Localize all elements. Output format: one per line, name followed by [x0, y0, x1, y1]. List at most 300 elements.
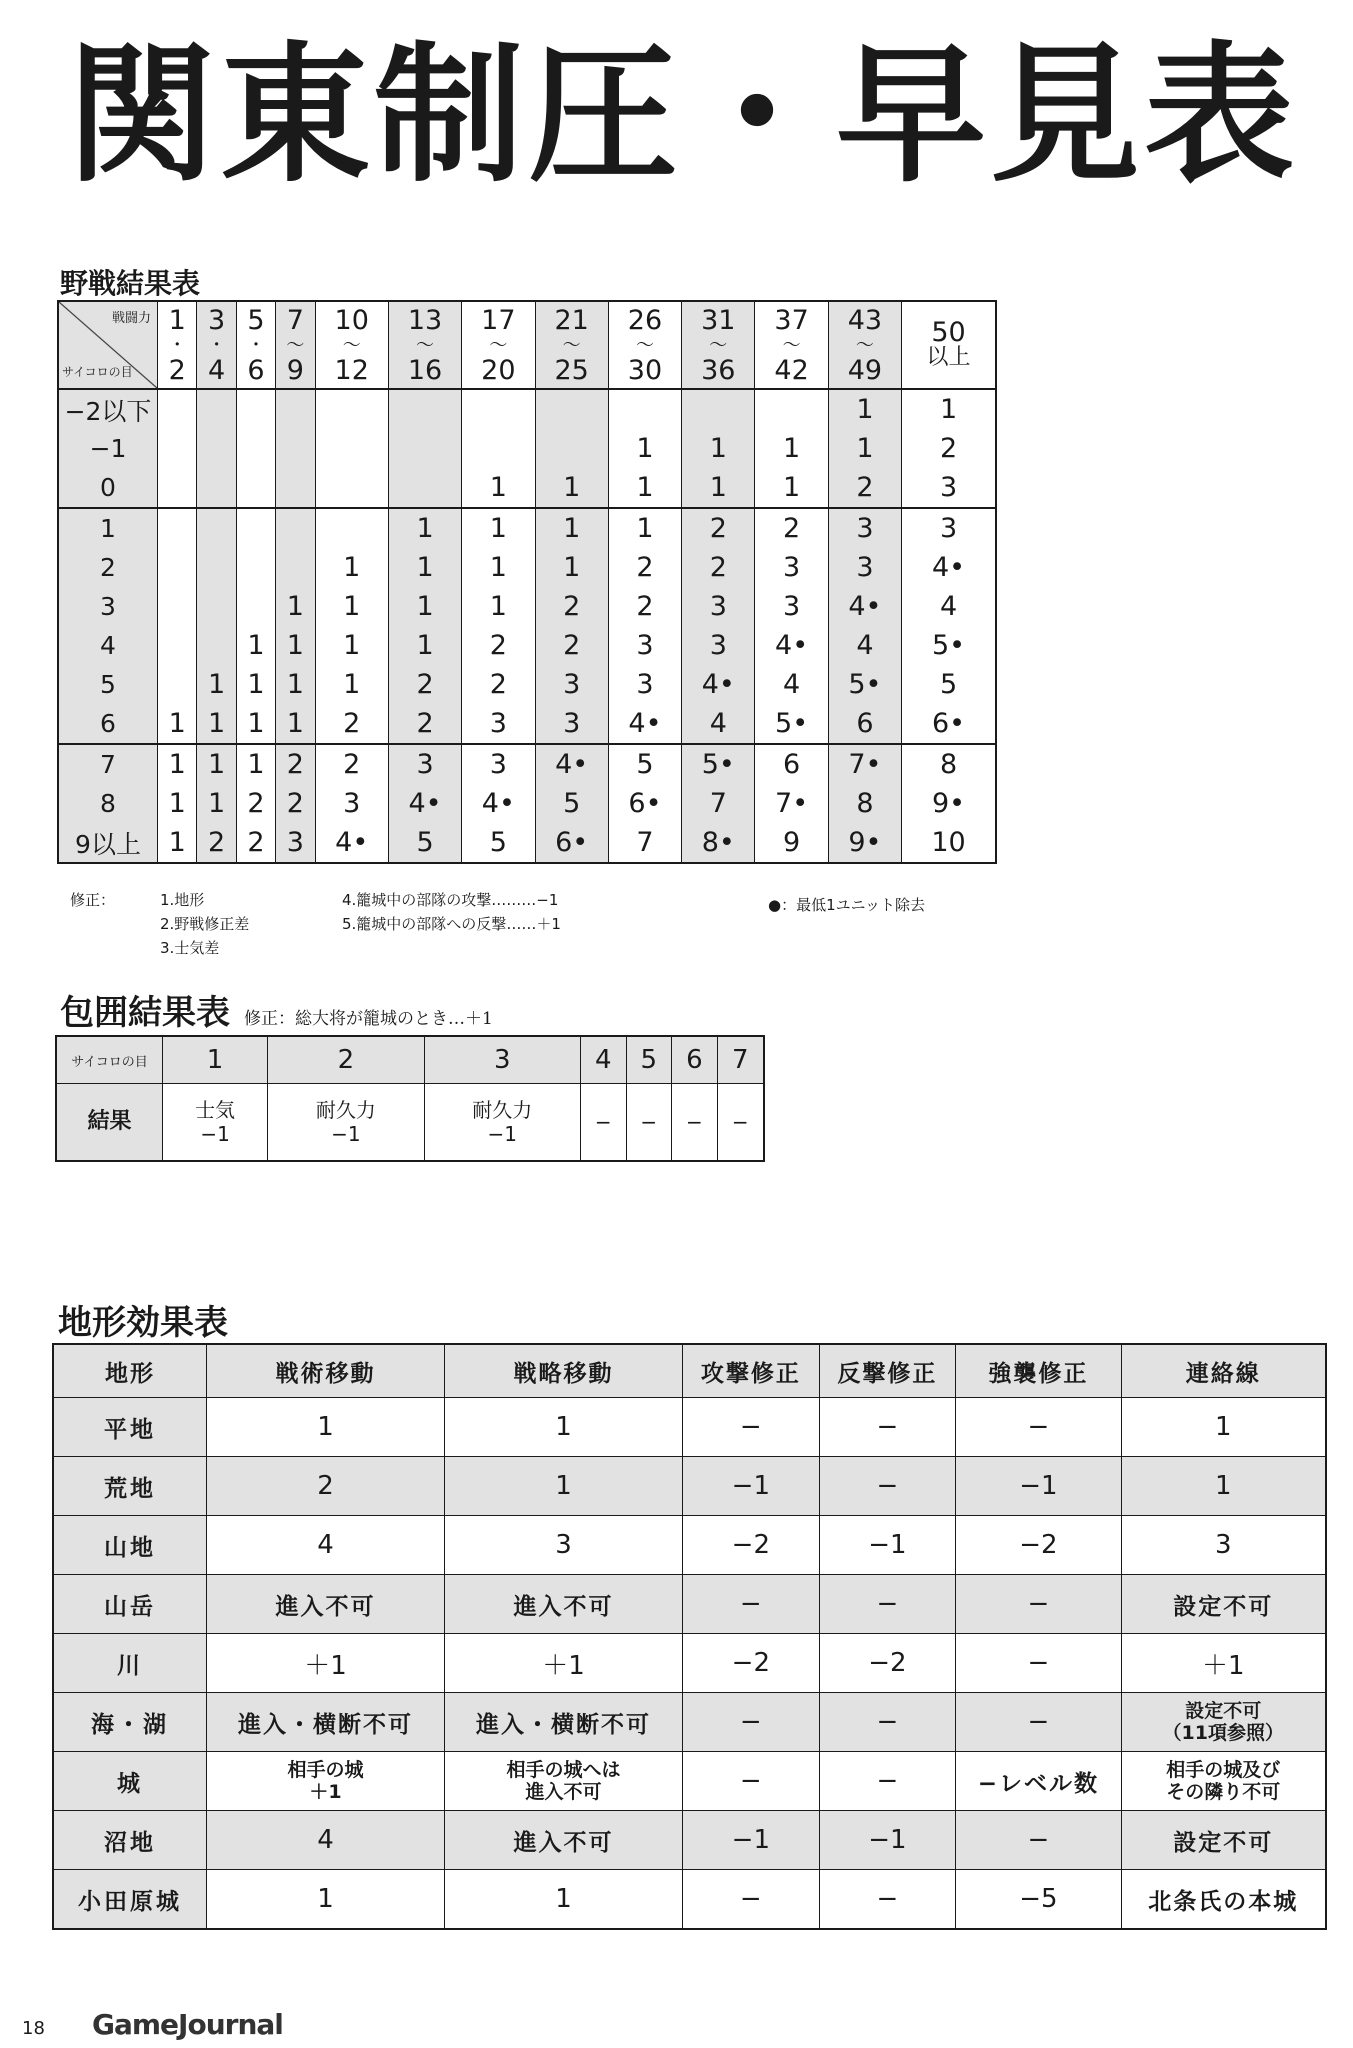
siege-result-cell — [626, 1084, 672, 1162]
column-header-top: 3 — [207, 304, 226, 336]
terrain-cell: 進入不可 — [207, 1575, 445, 1634]
combat-cell: 1 — [828, 389, 901, 429]
terrain-cell: −2 — [683, 1634, 820, 1693]
combat-cell — [197, 429, 236, 468]
terrain-cell: −5 — [956, 1870, 1121, 1930]
combat-cell: 1 — [236, 704, 275, 744]
terrain-header-row — [53, 1344, 1326, 1398]
terrain-cell: 1 — [445, 1457, 683, 1516]
terrain-cell: − — [683, 1870, 820, 1930]
combat-cell: 5 — [608, 744, 681, 784]
combat-cell: 1 — [755, 468, 828, 508]
combat-column-header — [902, 301, 996, 389]
combat-cell: 1 — [315, 587, 388, 626]
terrain-cell: − — [683, 1398, 820, 1457]
terrain-cell: − — [683, 1693, 820, 1752]
combat-cell — [158, 429, 197, 468]
combat-cell: 7 — [608, 823, 681, 863]
column-header-bot: 20 — [481, 354, 516, 386]
column-header-mid: 〜 — [635, 334, 654, 356]
combat-cell: 1 — [462, 508, 535, 548]
combat-cell: 9• — [902, 784, 996, 823]
combat-cell: 1 — [158, 704, 197, 744]
combat-cell: 1 — [236, 665, 275, 704]
combat-cell — [197, 389, 236, 429]
siege-table-heading — [60, 985, 493, 1034]
combat-cell: 1 — [158, 744, 197, 784]
combat-cell: 1 — [158, 823, 197, 863]
combat-cell: 4• — [682, 665, 755, 704]
combat-column-header — [682, 301, 755, 389]
siege-result-cell — [268, 1084, 424, 1162]
combat-cell: 5• — [902, 626, 996, 665]
terrain-header-cell: 戦略移動 — [445, 1344, 683, 1398]
combat-row-label: −2以下 — [58, 389, 158, 429]
combat-cell: 8• — [682, 823, 755, 863]
combat-column-header — [535, 301, 608, 389]
combat-mods-col2 — [342, 888, 561, 936]
siege-result-table — [55, 1035, 765, 1162]
siege-dice-cell: 6 — [672, 1036, 718, 1084]
combat-row-label: 8 — [58, 784, 158, 823]
combat-cell: 4• — [828, 587, 901, 626]
column-header-mid: 〜 — [709, 334, 728, 356]
combat-cell — [462, 389, 535, 429]
column-header-mid: 〜 — [286, 334, 305, 356]
combat-cell: 1 — [197, 665, 236, 704]
combat-cell — [755, 389, 828, 429]
terrain-header-cell: 連絡線 — [1121, 1344, 1326, 1398]
siege-result-line-a: 士気 — [195, 1098, 236, 1122]
combat-cell: 1 — [276, 665, 315, 704]
terrain-cell: − — [819, 1870, 956, 1930]
combat-cell: 7• — [828, 744, 901, 784]
column-header-top: 13 — [407, 304, 443, 336]
terrain-cell: ＋1 — [1121, 1634, 1326, 1693]
terrain-cell-line: 設定不可 — [1185, 1700, 1262, 1722]
terrain-cell: −1 — [683, 1811, 820, 1870]
terrain-row — [53, 1693, 1326, 1752]
combat-cell: 2 — [236, 823, 275, 863]
combat-cell: 1 — [682, 468, 755, 508]
column-header-bot: 36 — [701, 354, 736, 386]
siege-result-line-a: − — [685, 1110, 703, 1134]
terrain-header-cell: 戦術移動 — [207, 1344, 445, 1398]
combat-corner-cell — [58, 301, 158, 389]
terrain-row — [53, 1634, 1326, 1693]
terrain-header-cell: 攻撃修正 — [683, 1344, 820, 1398]
siege-result-line-b: −1 — [331, 1122, 361, 1146]
column-header-top: 1 — [168, 304, 186, 336]
combat-cell: 3 — [828, 548, 901, 587]
combat-row-label: 4 — [58, 626, 158, 665]
terrain-cell-line: ＋1 — [309, 1781, 342, 1803]
terrain-effects-table — [52, 1343, 1327, 1930]
terrain-cell: ＋1 — [207, 1634, 445, 1693]
terrain-row — [53, 1870, 1326, 1930]
combat-cell: 3 — [276, 823, 315, 863]
column-header-bot: 16 — [407, 354, 443, 386]
terrain-cell: −1 — [956, 1457, 1121, 1516]
combat-cell: 5 — [388, 823, 461, 863]
siege-table-note: 修正：総大将が籠城のとき…＋1 — [244, 1009, 493, 1029]
mod-item: 4.籠城中の部隊の攻撃………−1 — [342, 891, 559, 909]
column-header-mid: ・ — [168, 334, 187, 356]
siege-dice-cell: 3 — [424, 1036, 580, 1084]
terrain-cell: 北条氏の本城 — [1121, 1870, 1326, 1930]
combat-cell: 5 — [535, 784, 608, 823]
siege-dice-cell: 1 — [163, 1036, 268, 1084]
combat-cell: 3 — [462, 704, 535, 744]
mod-item: 3.士気差 — [160, 939, 220, 957]
terrain-row — [53, 1752, 1326, 1811]
terrain-cell: 3 — [1121, 1516, 1326, 1575]
combat-cell: 6 — [755, 744, 828, 784]
combat-cell — [197, 587, 236, 626]
combat-cell — [276, 468, 315, 508]
field-combat-table — [57, 300, 997, 864]
terrain-cell-line: その隣り不可 — [1166, 1781, 1281, 1803]
combat-row-label: 3 — [58, 587, 158, 626]
combat-cell: 2 — [608, 548, 681, 587]
combat-cell: 2 — [902, 429, 996, 468]
terrain-row — [53, 1575, 1326, 1634]
combat-row — [58, 665, 996, 704]
siege-table-title: 包囲結果表 — [60, 993, 230, 1033]
combat-cell: 1 — [388, 508, 461, 548]
terrain-name-cell: 山岳 — [53, 1575, 207, 1634]
combat-cell: 4 — [682, 704, 755, 744]
column-header-mid: 〜 — [342, 334, 361, 356]
column-header-bot: 2 — [168, 354, 186, 386]
terrain-cell: 2 — [207, 1457, 445, 1516]
terrain-cell: − — [956, 1811, 1121, 1870]
terrain-cell: − — [819, 1457, 956, 1516]
combat-cell: 3 — [535, 665, 608, 704]
terrain-cell — [1121, 1693, 1326, 1752]
terrain-cell-line: 相手の城へは — [506, 1759, 621, 1781]
combat-cell: 2 — [197, 823, 236, 863]
combat-cell: 1 — [608, 468, 681, 508]
combat-cell: 7• — [755, 784, 828, 823]
terrain-cell: − — [956, 1634, 1121, 1693]
mod-item: 2.野戦修正差 — [160, 915, 250, 933]
combat-row-label: 7 — [58, 744, 158, 784]
combat-cell: 5• — [828, 665, 901, 704]
combat-cell: 1 — [388, 587, 461, 626]
combat-column-header — [315, 301, 388, 389]
terrain-cell — [207, 1752, 445, 1811]
combat-cell: 4• — [462, 784, 535, 823]
combat-cell — [276, 429, 315, 468]
siege-result-line-a: − — [731, 1110, 749, 1134]
combat-cell: 1 — [462, 468, 535, 508]
terrain-row — [53, 1516, 1326, 1575]
terrain-name-cell: 沼地 — [53, 1811, 207, 1870]
combat-cell: 2 — [388, 665, 461, 704]
combat-cell: 2 — [535, 626, 608, 665]
terrain-cell: 1 — [1121, 1398, 1326, 1457]
combat-cell: 5• — [755, 704, 828, 744]
combat-table-title: 野戦結果表 — [60, 267, 201, 300]
combat-cell: 2 — [682, 548, 755, 587]
combat-cell: 1 — [197, 744, 236, 784]
terrain-cell: 進入・横断不可 — [207, 1693, 445, 1752]
combat-cell: 1 — [276, 626, 315, 665]
combat-row — [58, 468, 996, 508]
column-header-top: 43 — [847, 304, 883, 336]
column-header-bot: 9 — [286, 354, 304, 386]
terrain-cell: ＋1 — [445, 1634, 683, 1693]
terrain-cell: 進入不可 — [445, 1811, 683, 1870]
terrain-cell — [445, 1752, 683, 1811]
combat-cell: 3 — [902, 508, 996, 548]
combat-cell — [236, 548, 275, 587]
combat-row — [58, 389, 996, 429]
siege-result-line-a: 耐久力 — [472, 1098, 533, 1122]
combat-cell: 3 — [682, 626, 755, 665]
combat-cell: 5• — [682, 744, 755, 784]
terrain-cell: 設定不可 — [1121, 1575, 1326, 1634]
combat-cell — [197, 626, 236, 665]
combat-cell: 1 — [462, 587, 535, 626]
siege-result-cell — [424, 1084, 580, 1162]
siege-result-line-b: −1 — [487, 1122, 517, 1146]
terrain-cell: 1 — [207, 1870, 445, 1930]
combat-cell: 3 — [902, 468, 996, 508]
combat-cell — [236, 508, 275, 548]
combat-column-header — [828, 301, 901, 389]
column-header-top: 50 — [931, 317, 966, 348]
corner-top-label: 戦闘力 — [111, 311, 151, 326]
siege-result-row — [56, 1084, 764, 1162]
combat-cell: 1 — [315, 548, 388, 587]
terrain-name-cell: 城 — [53, 1752, 207, 1811]
terrain-cell: −1 — [819, 1516, 956, 1575]
terrain-name-cell: 荒地 — [53, 1457, 207, 1516]
combat-cell: 2 — [462, 665, 535, 704]
column-header-mid: ・ — [207, 334, 226, 356]
combat-cell — [197, 508, 236, 548]
combat-cell: 6• — [535, 823, 608, 863]
combat-cell: 4• — [755, 626, 828, 665]
combat-cell — [236, 429, 275, 468]
combat-cell: 5 — [902, 665, 996, 704]
siege-dice-cell: 2 — [268, 1036, 424, 1084]
combat-cell: 3 — [535, 704, 608, 744]
siege-dice-label: サイコロの目 — [56, 1036, 163, 1084]
combat-row — [58, 784, 996, 823]
combat-cell: 1 — [236, 626, 275, 665]
combat-cell: 1 — [276, 587, 315, 626]
combat-cell: 4• — [902, 548, 996, 587]
combat-mods-col1 — [160, 888, 249, 960]
combat-cell: 3 — [388, 744, 461, 784]
combat-cell — [276, 508, 315, 548]
combat-cell: 5 — [462, 823, 535, 863]
combat-cell: 1 — [197, 784, 236, 823]
terrain-cell: − — [956, 1398, 1121, 1457]
terrain-name-cell: 小田原城 — [53, 1870, 207, 1930]
terrain-name-cell: 川 — [53, 1634, 207, 1693]
combat-row — [58, 548, 996, 587]
terrain-name-cell: 平地 — [53, 1398, 207, 1457]
combat-cell: 3 — [755, 587, 828, 626]
combat-mods-label: 修正： — [70, 891, 116, 909]
column-header-mid: 〜 — [855, 334, 874, 356]
siege-dice-cell: 4 — [580, 1036, 626, 1084]
column-header-mid: 〜 — [562, 334, 581, 356]
terrain-cell: 進入・横断不可 — [445, 1693, 683, 1752]
terrain-cell: − — [956, 1693, 1121, 1752]
column-header-bot: 以上 — [926, 345, 971, 370]
combat-cell: 8 — [902, 744, 996, 784]
column-header-top: 21 — [554, 304, 589, 336]
terrain-cell — [1121, 1752, 1326, 1811]
combat-cell: 4• — [388, 784, 461, 823]
combat-cell — [158, 587, 197, 626]
terrain-row — [53, 1811, 1326, 1870]
column-header-mid: 〜 — [416, 334, 435, 356]
combat-cell: 3 — [828, 508, 901, 548]
combat-cell: 2 — [315, 704, 388, 744]
combat-cell: 2 — [828, 468, 901, 508]
column-header-top: 7 — [286, 304, 304, 336]
combat-cell — [315, 468, 388, 508]
terrain-header-cell: 強襲修正 — [956, 1344, 1121, 1398]
terrain-cell: 3 — [445, 1516, 683, 1575]
combat-cell: 9 — [755, 823, 828, 863]
combat-column-header — [755, 301, 828, 389]
terrain-cell: − — [819, 1575, 956, 1634]
combat-cell — [315, 429, 388, 468]
combat-cell — [158, 389, 197, 429]
combat-cell: 1 — [388, 626, 461, 665]
combat-cell: 9• — [828, 823, 901, 863]
combat-cell: 4• — [535, 744, 608, 784]
siege-result-cell — [672, 1084, 718, 1162]
terrain-cell: 1 — [445, 1398, 683, 1457]
terrain-cell: 1 — [445, 1870, 683, 1930]
combat-cell: 6 — [828, 704, 901, 744]
combat-row — [58, 429, 996, 468]
combat-cell: 1 — [535, 508, 608, 548]
terrain-cell-line: 相手の城及び — [1166, 1759, 1281, 1781]
siege-dice-row — [56, 1036, 764, 1084]
combat-column-header — [197, 301, 236, 389]
combat-cell — [158, 508, 197, 548]
siege-result-cell — [717, 1084, 764, 1162]
combat-cell: 3 — [608, 626, 681, 665]
combat-cell — [276, 548, 315, 587]
combat-column-header — [158, 301, 197, 389]
combat-cell — [388, 468, 461, 508]
combat-cell — [158, 468, 197, 508]
siege-dice-cell: 5 — [626, 1036, 672, 1084]
terrain-cell: 4 — [207, 1516, 445, 1575]
terrain-cell: −2 — [819, 1634, 956, 1693]
combat-cell: 2 — [236, 784, 275, 823]
column-header-bot: 42 — [774, 354, 809, 386]
terrain-cell: − — [683, 1575, 820, 1634]
combat-cell: 10 — [902, 823, 996, 863]
column-header-bot: 49 — [847, 354, 883, 386]
mod-item: 5.籠城中の部隊への反撃……＋1 — [342, 915, 561, 933]
combat-row — [58, 587, 996, 626]
column-header-bot: 4 — [207, 354, 226, 386]
column-header-top: 17 — [481, 304, 516, 336]
combat-cell: 6• — [902, 704, 996, 744]
combat-cell — [197, 468, 236, 508]
combat-cell: 1 — [236, 744, 275, 784]
combat-cell: 3 — [315, 784, 388, 823]
combat-cell: 3 — [755, 548, 828, 587]
combat-cell: 1 — [535, 468, 608, 508]
terrain-cell: − — [683, 1752, 820, 1811]
combat-cell: 2 — [388, 704, 461, 744]
combat-cell: 6• — [608, 784, 681, 823]
terrain-row — [53, 1398, 1326, 1457]
combat-cell — [158, 665, 197, 704]
combat-header-row — [58, 301, 996, 389]
combat-cell: 2 — [535, 587, 608, 626]
combat-row — [58, 704, 996, 744]
column-header-bot: 6 — [247, 354, 265, 386]
column-header-top: 31 — [701, 304, 736, 336]
column-header-top: 37 — [774, 304, 809, 336]
combat-column-header — [276, 301, 315, 389]
terrain-cell-line: （11項参照） — [1162, 1722, 1284, 1744]
combat-row-label: 9以上 — [58, 823, 158, 863]
terrain-table-title: 地形効果表 — [58, 1303, 228, 1343]
column-header-mid: 〜 — [489, 334, 508, 356]
combat-cell: 1 — [608, 429, 681, 468]
terrain-cell: −2 — [956, 1516, 1121, 1575]
page-number: 18 — [22, 2018, 45, 2039]
combat-cell: 4 — [902, 587, 996, 626]
combat-cell — [197, 548, 236, 587]
combat-cell: 3 — [682, 587, 755, 626]
terrain-name-cell: 山地 — [53, 1516, 207, 1575]
terrain-cell: −2 — [683, 1516, 820, 1575]
terrain-cell: −1 — [683, 1457, 820, 1516]
column-header-bot: 25 — [554, 354, 589, 386]
combat-column-header — [462, 301, 535, 389]
page-title: 関東制圧・早見表 — [66, 27, 1299, 203]
combat-cell: 1 — [902, 389, 996, 429]
combat-row-label: 5 — [58, 665, 158, 704]
combat-cell: 1 — [276, 704, 315, 744]
combat-row-label: 6 — [58, 704, 158, 744]
terrain-cell-line: 進入不可 — [525, 1781, 602, 1803]
combat-cell: 2 — [682, 508, 755, 548]
combat-row-label: 0 — [58, 468, 158, 508]
combat-column-header — [388, 301, 461, 389]
combat-cell: 3 — [462, 744, 535, 784]
combat-column-header — [236, 301, 275, 389]
combat-cell: 7 — [682, 784, 755, 823]
terrain-cell: 進入不可 — [445, 1575, 683, 1634]
column-header-bot: 12 — [334, 354, 369, 386]
column-header-mid: ・ — [246, 334, 265, 356]
combat-cell: 1 — [755, 429, 828, 468]
combat-cell: 4 — [755, 665, 828, 704]
combat-cell: 2 — [755, 508, 828, 548]
combat-row-label: −1 — [58, 429, 158, 468]
combat-cell: 2 — [276, 744, 315, 784]
terrain-cell: − — [819, 1398, 956, 1457]
combat-cell: 4• — [315, 823, 388, 863]
